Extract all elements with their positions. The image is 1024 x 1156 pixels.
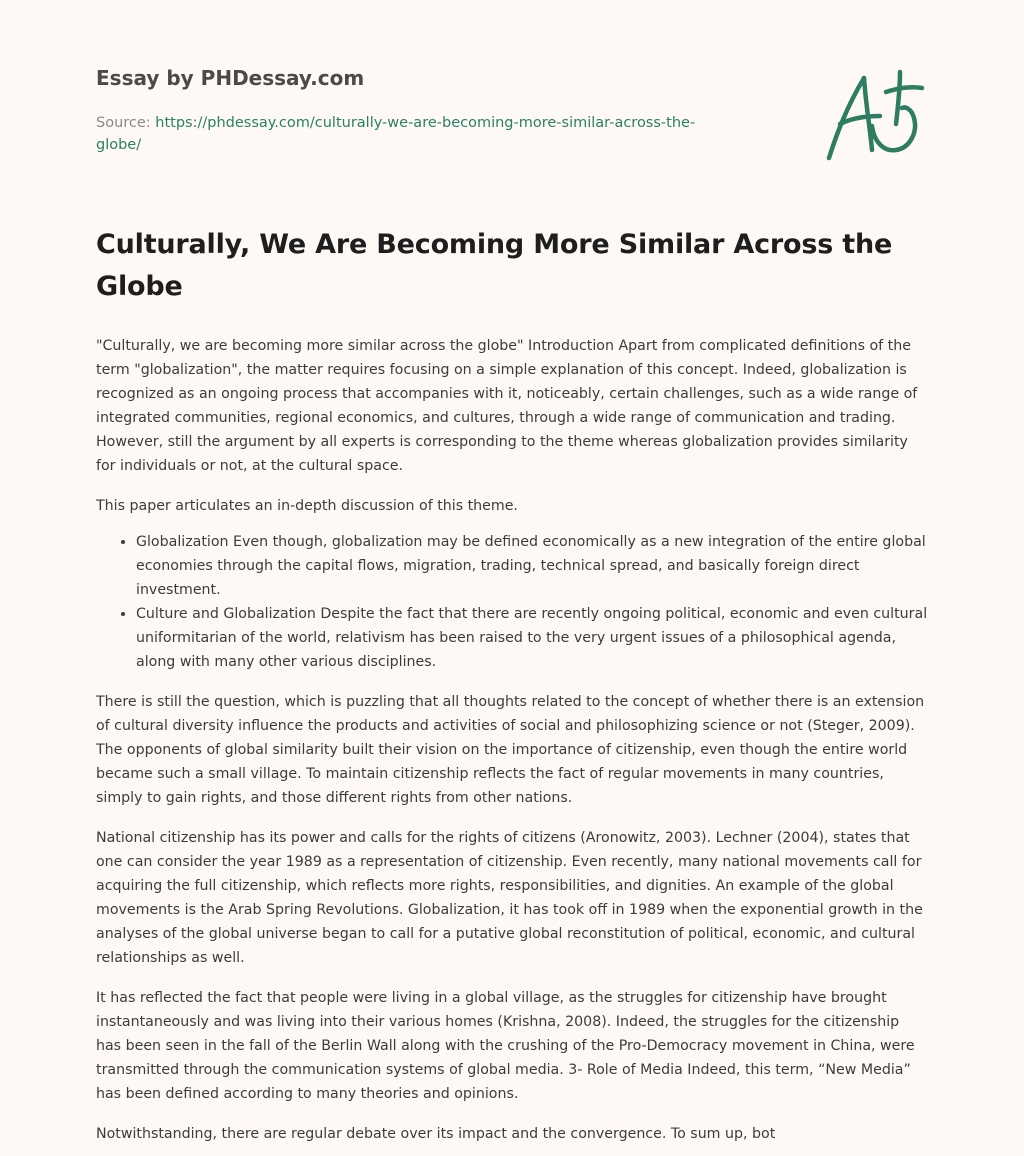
source-link[interactable]: https://phdessay.com/culturally-we-are-becoming-more-similar-across-the-globe/ xyxy=(96,115,696,153)
bullet-list xyxy=(96,530,928,674)
a-plus-logo-icon xyxy=(822,66,932,166)
site-title: Essay by PHDessay.com xyxy=(96,66,365,90)
source-label: Source: xyxy=(96,115,151,131)
article xyxy=(96,224,928,1156)
source-line xyxy=(96,112,736,156)
list-item: • Globalization Even though, globalization may be defined economically as a new integration of the entire global economies through the capital flows, migration, trading, technical spread, and basically foreign direct investment. xyxy=(136,530,928,602)
list-item: • Culture and Globalization Despite the fact that there are recently ongoing political, economic and even cultural uniformitarian of the world, relativism has been raised to the very urgent issues of a philosophical agenda, along with many other various disciplines. xyxy=(136,602,928,674)
paragraph: There is still the question, which is puzzling that all thoughts related to the concept of whether there is an extension of cultural diversity influence the products and activities of social and philosophizing science or not (Steger, 2009). The opponents of global similarity built their vision on the importance of citizenship, even though the entire world became such a small village. To maintain citizenship reflects the fact of regular movements in many countries, simply to gain rights, and those different rights from other nations. xyxy=(96,694,925,806)
paragraph: This paper articulates an in-depth discussion of this theme. xyxy=(96,498,518,514)
paragraph: "Culturally, we are becoming more similar across the globe" Introduction Apart from complicated definitions of the term "globalization", the matter requires focusing on a simple explanation of this concept. Indeed, globalization is recognized as an ongoing process that accompanies with it, noticeably, certain challenges, such as a wide range of integrated communities, regional economics, and cultures, through a wide range of communication and trading. However, still the argument by all experts is corresponding to the theme whereas globalization provides similarity for individuals or not, at the cultural space. xyxy=(96,338,918,474)
article-title: Culturally, We Are Becoming More Similar Across the Globe xyxy=(96,229,893,302)
page-header xyxy=(96,64,736,156)
paragraph: It has reflected the fact that people were living in a global village, as the struggles for citizenship have brought instantaneously and was living into their various homes (Krishna, 2008). Indeed, the struggles for the citizenship has been seen in the fall of the Berlin Wall along with the crushing of the Pro-Democracy movement in China, were transmitted through the communication systems of global media. 3- Role of Media Indeed, this term, “New Media” has been defined according to many theories and opinions. xyxy=(96,990,915,1102)
paragraph: National citizenship has its power and calls for the rights of citizens (Aronowitz, 2003). Lechner (2004), states that one can consider the year 1989 as a representation of citizenship. Even recently, many national movements call for acquiring the full citizenship, which reflects more rights, responsibilities, and dignities. An example of the global movements is the Arab Spring Revolutions. Globalization, it has took off in 1989 when the exponential growth in the analyses of the global universe began to call for a putative global reconstitution of political, economic, and cultural relationships as well. xyxy=(96,830,923,966)
paragraph: Notwithstanding, there are regular debate over its impact and the convergence. To sum up, bot xyxy=(96,1126,776,1142)
